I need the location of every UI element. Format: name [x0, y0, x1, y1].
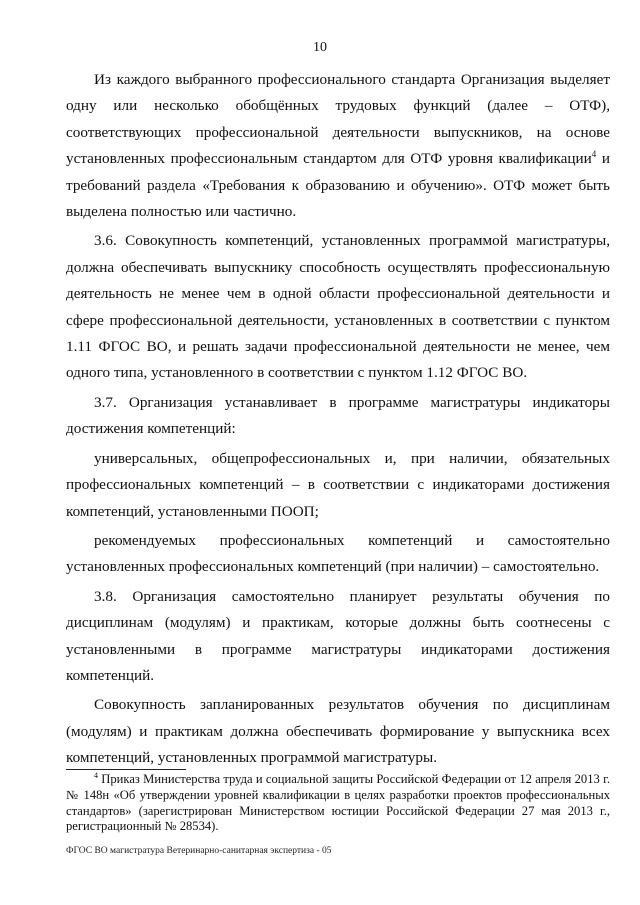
paragraph-3-8: 3.8. Организация самостоятельно планирует результаты обучения по дисциплинам (модулям) и практикам, которые должны быть соотнесены с установленными в программе магистратуры индикаторами достижения компетенций.: [66, 587, 610, 684]
page-footer: ФГОС ВО магистратура Ветеринарно-санитарная экспертиза - 05: [66, 846, 332, 856]
footnote-separator: [66, 769, 186, 770]
paragraph-3-7-item-2: рекомендуемых профессиональных компетенций и самостоятельно установленных профессиональных компетенций (при наличии) – самостоятельно.: [66, 531, 610, 576]
paragraph-text: и требований раздела «Требования к образованию и обучению». ОТФ может быть выделена полностью или частично.: [66, 150, 610, 221]
page-number: 10: [313, 40, 327, 55]
footnote-text: Приказ Министерства труда и социальной защиты Российской Федерации от 12 апреля 2013 г. № 148н «Об утверждении уровней квалификации в целях разработки проектов профессиональных стандартов» (зарегистрирован Министерством юстиции Российской Федерации 27 мая 2013 г., регистрационный № 28534).: [66, 772, 610, 834]
paragraph-text: Из каждого выбранного профессионального стандарта Организация выделяет одну или несколько обобщённых трудовых функций (далее – ОТФ), соответствующих профессиональной деятельности выпускников, на основе установленных профессиональным стандартом для ОТФ уровня квалификации: [66, 71, 610, 168]
paragraph-3-7-item-1: универсальных, общепрофессиональных и, при наличии, обязательных профессиональных компетенций – в соответствии с индикаторами достижения компетенций, установленными ПООП;: [66, 449, 610, 520]
footnote-number: 4: [94, 770, 98, 780]
paragraph-otf: [66, 67, 610, 225]
paragraph-3-6: 3.6. Совокупность компетенций, установленных программой магистратуры, должна обеспечивать выпускнику способность осуществлять профессиональную деятельность не менее чем в одной области профессиональной деятельности и сфере профессиональной деятельности, установленных в соответствии с пунктом 1.11 ФГОС ВО, и решать задачи профессиональной деятельности не менее, чем одного типа, установленного в соответствии с пунктом 1.12 ФГОС ВО.: [66, 232, 610, 382]
footnote: [66, 772, 610, 835]
paragraph-3-7: 3.7. Организация устанавливает в программе магистратуры индикаторы достижения компетенций:: [66, 393, 610, 438]
footnote-reference[interactable]: 4: [591, 149, 597, 160]
paragraph-results: Совокупность запланированных результатов обучения по дисциплинам (модулям) и практикам должна обеспечивать формирование у выпускника всех компетенций, установленных программой магистратуры.: [66, 696, 610, 767]
body-text: [66, 67, 610, 775]
